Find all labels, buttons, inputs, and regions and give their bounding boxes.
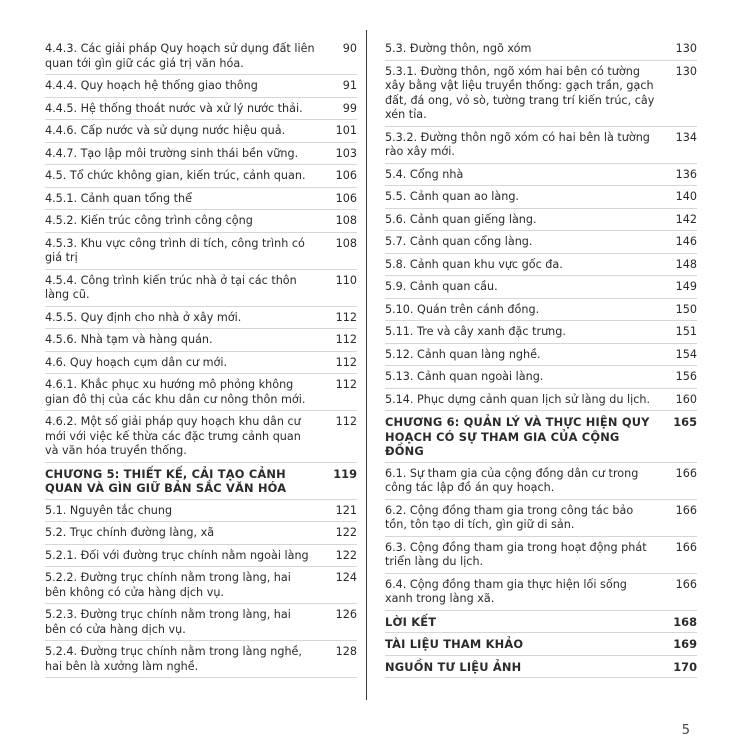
toc-entry-title: 5.2.4. Đường trục chính nằm trong làng nghề, hai bên là xưởng làm nghề. bbox=[45, 645, 302, 673]
toc-entry-title: 6.1. Sự tham gia của cộng đồng dân cư trong công tác lập đồ án quy hoạch. bbox=[385, 466, 639, 494]
toc-entry-title: 5.8. Cảnh quan khu vực gốc đa. bbox=[385, 257, 563, 271]
toc-entry-page: 119 bbox=[333, 466, 357, 481]
toc-entry-page: 112 bbox=[335, 355, 357, 369]
toc-entry-title: 6.4. Cộng đồng tham gia thực hiện lối sống xanh trong làng xã. bbox=[385, 577, 627, 605]
toc-entry-title: 5.12. Cảnh quan làng nghề. bbox=[385, 347, 541, 361]
toc-entry bbox=[385, 254, 697, 277]
toc-entry bbox=[45, 374, 357, 411]
toc-entry-page: 99 bbox=[342, 101, 357, 115]
toc-entry-title: 5.3.2. Đường thôn ngõ xóm có hai bên là tường rào xây mới. bbox=[385, 130, 650, 158]
toc-entry-title: 5.2.2. Đường trục chính nằm trong làng, hai bên không có cửa hàng dịch vụ. bbox=[45, 571, 291, 599]
toc-chapter-heading bbox=[385, 633, 697, 656]
toc-entry bbox=[45, 143, 357, 166]
toc-entry-title: 4.5.1. Cảnh quan tổng thể bbox=[45, 191, 193, 205]
toc-entry-page: 122 bbox=[335, 526, 357, 539]
toc-entry-page: 165 bbox=[673, 415, 697, 429]
toc-entry-title: 4.5.3. Khu vực công trình di tích, công trình có giá trị bbox=[45, 236, 305, 264]
toc-entry-page: 103 bbox=[335, 146, 357, 160]
toc-entry-title: 5.6. Cảnh quan giếng làng. bbox=[385, 212, 537, 226]
toc-entry-title: 4.4.5. Hệ thống thoát nước và xử lý nước thải. bbox=[45, 101, 303, 115]
toc-entry-title: 4.5. Tổ chức không gian, kiến trúc, cảnh quan. bbox=[45, 169, 306, 182]
toc-entry-page: 112 bbox=[335, 333, 357, 346]
toc-entry-title: 4.4.4. Quy hoạch hệ thống giao thông bbox=[45, 79, 258, 92]
toc-entry-page: 91 bbox=[342, 79, 357, 92]
toc-entry-page: 169 bbox=[673, 637, 697, 651]
toc-entry bbox=[45, 567, 357, 604]
toc-entry-page: 166 bbox=[675, 540, 697, 554]
toc-entry-page: 142 bbox=[675, 212, 697, 226]
toc-chapter-heading bbox=[385, 611, 697, 634]
toc-entry bbox=[45, 75, 357, 98]
toc-entry-title: 4.5.5. Quy định cho nhà ở xây mới. bbox=[45, 310, 242, 324]
toc-entry-title: 5.11. Tre và cây xanh đặc trưng. bbox=[385, 325, 566, 338]
toc-entry bbox=[45, 188, 357, 211]
toc-entry-title: 6.2. Cộng đồng tham gia trong công tác bảo tồn, tôn tạo di tích, gìn giữ di sản. bbox=[385, 503, 634, 531]
toc-entry-title: 5.2.3. Đường trục chính nằm trong làng, hai bên có cửa hàng dịch vụ. bbox=[45, 608, 291, 636]
toc-entry-page: 112 bbox=[335, 310, 357, 324]
toc-entry bbox=[385, 389, 697, 412]
toc-entry bbox=[45, 352, 357, 375]
toc-entry-title: 5.10. Quán trên cánh đồng. bbox=[385, 302, 540, 316]
toc-entry-title: 5.3.1. Đường thôn, ngõ xóm hai bên có tường xây bằng vật liệu truyền thống: gạch trần, gạch đất, đá ong, vỏ sò, tường trang trí kiến trúc, cây xén tỉa. bbox=[385, 64, 655, 121]
toc-entry-title: 5.14. Phục dựng cảnh quan lịch sử làng du lịch. bbox=[385, 392, 650, 406]
toc-entry-page: 146 bbox=[675, 235, 697, 248]
toc-entry bbox=[385, 209, 697, 232]
toc-entry-page: 108 bbox=[335, 236, 357, 250]
toc-entry-title: 4.4.3. Các giải pháp Quy hoạch sử dụng đất liên quan tới gìn giữ các giá trị văn hóa. bbox=[45, 42, 315, 70]
toc-entry-title: 5.5. Cảnh quan ao làng. bbox=[385, 190, 519, 203]
toc-entry bbox=[45, 120, 357, 143]
toc-entry-page: 160 bbox=[675, 392, 697, 406]
toc-entry-page: 154 bbox=[675, 347, 697, 361]
toc-entry bbox=[45, 98, 357, 121]
toc-entry-page: 130 bbox=[675, 64, 697, 78]
toc-entry-title: 5.7. Cảnh quan cổng làng. bbox=[385, 235, 533, 248]
toc-entry-title: CHƯƠNG 5: THIẾT KẾ, CẢI TẠO CẢNH QUAN VÀ GÌN GIỮ BẢN SẮC VĂN HÓA bbox=[45, 466, 287, 495]
toc-entry-page: 90 bbox=[342, 42, 357, 55]
toc-entry-title: 5.1. Nguyên tắc chung bbox=[45, 503, 173, 517]
toc-chapter-heading bbox=[45, 463, 357, 500]
toc-entry bbox=[45, 165, 357, 188]
toc-left-column bbox=[45, 38, 357, 678]
toc-right-column bbox=[385, 38, 697, 678]
toc-entry-page: 151 bbox=[675, 325, 697, 338]
toc-chapter-heading bbox=[385, 656, 697, 679]
toc-entry-title: LỜI KẾT bbox=[385, 614, 437, 629]
toc-entry-title: 4.5.4. Công trình kiến trúc nhà ở tại các thôn làng cũ. bbox=[45, 273, 297, 301]
toc-entry bbox=[45, 233, 357, 270]
toc-entry bbox=[385, 61, 697, 127]
toc-entry-page: 170 bbox=[673, 659, 697, 674]
toc-entry bbox=[385, 537, 697, 574]
toc-entry bbox=[45, 641, 357, 678]
toc-entry-page: 128 bbox=[335, 645, 357, 658]
toc-entry bbox=[385, 231, 697, 254]
toc-entry-title: 5.13. Cảnh quan ngoài làng. bbox=[385, 370, 544, 383]
toc-entry bbox=[385, 321, 697, 344]
toc-entry-title: 4.6. Quy hoạch cụm dân cư mới. bbox=[45, 355, 228, 369]
toc-entry bbox=[45, 500, 357, 523]
toc-entry-page: 166 bbox=[675, 466, 697, 480]
toc-entry-page: 126 bbox=[335, 608, 357, 621]
toc-entry-page: 121 bbox=[335, 503, 357, 517]
toc-entry-title: TÀI LIỆU THAM KHẢO bbox=[385, 637, 524, 651]
toc-entry-page: 106 bbox=[335, 169, 357, 182]
toc-entry bbox=[45, 210, 357, 233]
toc-entry-page: 140 bbox=[675, 190, 697, 203]
toc-entry bbox=[45, 270, 357, 307]
toc-entry-title: CHƯƠNG 6: QUẢN LÝ VÀ THỰC HIỆN QUY HOẠCH CÓ SỰ THAM GIA CỦA CỘNG ĐỒNG bbox=[385, 415, 650, 458]
toc-entry-page: 166 bbox=[675, 503, 697, 517]
toc-entry-page: 156 bbox=[675, 370, 697, 383]
toc-entry-title: 4.5.2. Kiến trúc công trình công cộng bbox=[45, 214, 253, 227]
toc-entry-page: 136 bbox=[675, 167, 697, 181]
toc-entry-title: 4.6.2. Một số giải pháp quy hoạch khu dân cư mới với việc kế thừa các đặc trưng cảnh quan và văn hóa truyền thống. bbox=[45, 415, 301, 457]
column-divider bbox=[366, 30, 367, 700]
toc-entry-page: 106 bbox=[335, 191, 357, 205]
toc-entry bbox=[45, 604, 357, 641]
toc-entry bbox=[385, 38, 697, 61]
toc-chapter-heading bbox=[385, 411, 697, 463]
toc-entry-page: 168 bbox=[673, 614, 697, 629]
toc-entry-page: 110 bbox=[335, 273, 357, 287]
toc-entry-title: 5.9. Cảnh quan cầu. bbox=[385, 280, 498, 293]
toc-entry-title: 5.4. Cổng nhà bbox=[385, 167, 464, 181]
toc-entry bbox=[385, 344, 697, 367]
toc-entry-page: 124 bbox=[335, 571, 357, 584]
toc-entry bbox=[385, 127, 697, 164]
toc-entry-title: 4.5.6. Nhà tạm và hàng quán. bbox=[45, 333, 213, 346]
toc-entry-page: 130 bbox=[675, 42, 697, 55]
toc-entry-title: 5.2. Trục chính đường làng, xã bbox=[45, 526, 215, 539]
toc-entry bbox=[385, 299, 697, 322]
toc-entry bbox=[385, 500, 697, 537]
page-number: 5 bbox=[681, 723, 690, 738]
toc-entry-title: 5.2.1. Đối với đường trục chính nằm ngoài làng bbox=[45, 548, 309, 562]
toc-entry-page: 101 bbox=[335, 124, 357, 137]
toc-entry-title: 5.3. Đường thôn, ngõ xóm bbox=[385, 42, 532, 55]
toc-entry bbox=[45, 38, 357, 75]
toc-entry-page: 122 bbox=[335, 548, 357, 562]
toc-entry-title: 4.4.7. Tạo lập môi trường sinh thái bền vững. bbox=[45, 146, 299, 160]
toc-entry-page: 134 bbox=[675, 130, 697, 144]
toc-entry-title: 4.6.1. Khắc phục xu hướng mô phỏng không gian đô thị của các khu dân cư nông thôn mới. bbox=[45, 378, 306, 406]
toc-entry bbox=[385, 186, 697, 209]
toc-entry-page: 108 bbox=[335, 214, 357, 227]
toc-entry bbox=[385, 574, 697, 611]
toc-entry bbox=[45, 522, 357, 545]
toc-entry-page: 112 bbox=[335, 378, 357, 391]
toc-entry bbox=[385, 164, 697, 187]
toc-entry-title: 4.4.6. Cấp nước và sử dụng nước hiệu quả. bbox=[45, 124, 286, 137]
toc-entry bbox=[385, 463, 697, 500]
toc-entry bbox=[385, 366, 697, 389]
toc-entry bbox=[45, 545, 357, 568]
toc-entry bbox=[45, 307, 357, 330]
toc-entry bbox=[45, 329, 357, 352]
toc-entry-page: 166 bbox=[675, 577, 697, 591]
toc-entry-title: NGUỒN TƯ LIỆU ẢNH bbox=[385, 659, 522, 674]
toc-entry-page: 148 bbox=[675, 257, 697, 271]
toc-entry-title: 6.3. Cộng đồng tham gia trong hoạt động phát triển làng du lịch. bbox=[385, 540, 647, 568]
toc-entry-page: 149 bbox=[675, 280, 697, 293]
toc-entry-page: 112 bbox=[335, 415, 357, 428]
toc-entry-page: 150 bbox=[675, 302, 697, 316]
toc-entry bbox=[385, 276, 697, 299]
toc-entry bbox=[45, 411, 357, 463]
